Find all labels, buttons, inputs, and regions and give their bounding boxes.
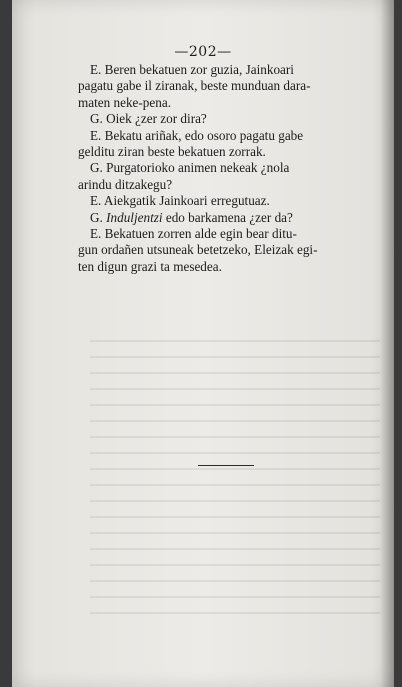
text-line: gelditu ziran beste bekatuen zorrak.: [78, 144, 266, 160]
page-number: —202—: [174, 44, 232, 60]
text-line: G. Purgatorioko animen nekeak ¿nola: [90, 160, 290, 176]
text-line: maten neke-pena.: [78, 94, 171, 110]
text-line: [78, 210, 388, 226]
text-line: ten digun grazi ta mesedea.: [78, 258, 222, 274]
text-prefix: G.: [90, 209, 107, 225]
italic-term: Induljentzi: [106, 209, 163, 225]
text-line: pagatu gabe il ziranak, beste munduan dara-: [78, 78, 311, 94]
text-suffix: edo barkamena ¿zer da?: [162, 209, 293, 225]
paragraph-3: [78, 128, 388, 161]
paragraph-6: [78, 210, 388, 226]
text-line: E. Aiekgatik Jainkoari erregutuaz.: [90, 193, 270, 209]
section-end-rule: [198, 465, 254, 466]
paragraph-2: [78, 111, 388, 127]
text-line: gun ordañen utsuneak betetzeko, Eleizak egi-: [78, 242, 318, 258]
book-page: [12, 0, 394, 687]
text-line: E. Bekatuen zorren alde egin bear ditu-: [90, 226, 297, 242]
paragraph-5: [78, 193, 388, 209]
paragraph-1: [78, 62, 388, 111]
text-line: E. Beren bekatuen zor guzia, Jainkoari: [90, 62, 294, 77]
text-line: G. Oiek ¿zer zor dira?: [90, 111, 207, 127]
bleed-through-texture: [90, 330, 380, 620]
text-line: E. Bekatu ariñak, edo osoro pagatu gabe: [90, 127, 304, 143]
page-text: [78, 62, 388, 275]
text-line: arindu ditzakegu?: [78, 176, 173, 192]
paragraph-7: [78, 226, 388, 275]
paragraph-4: [78, 160, 388, 193]
